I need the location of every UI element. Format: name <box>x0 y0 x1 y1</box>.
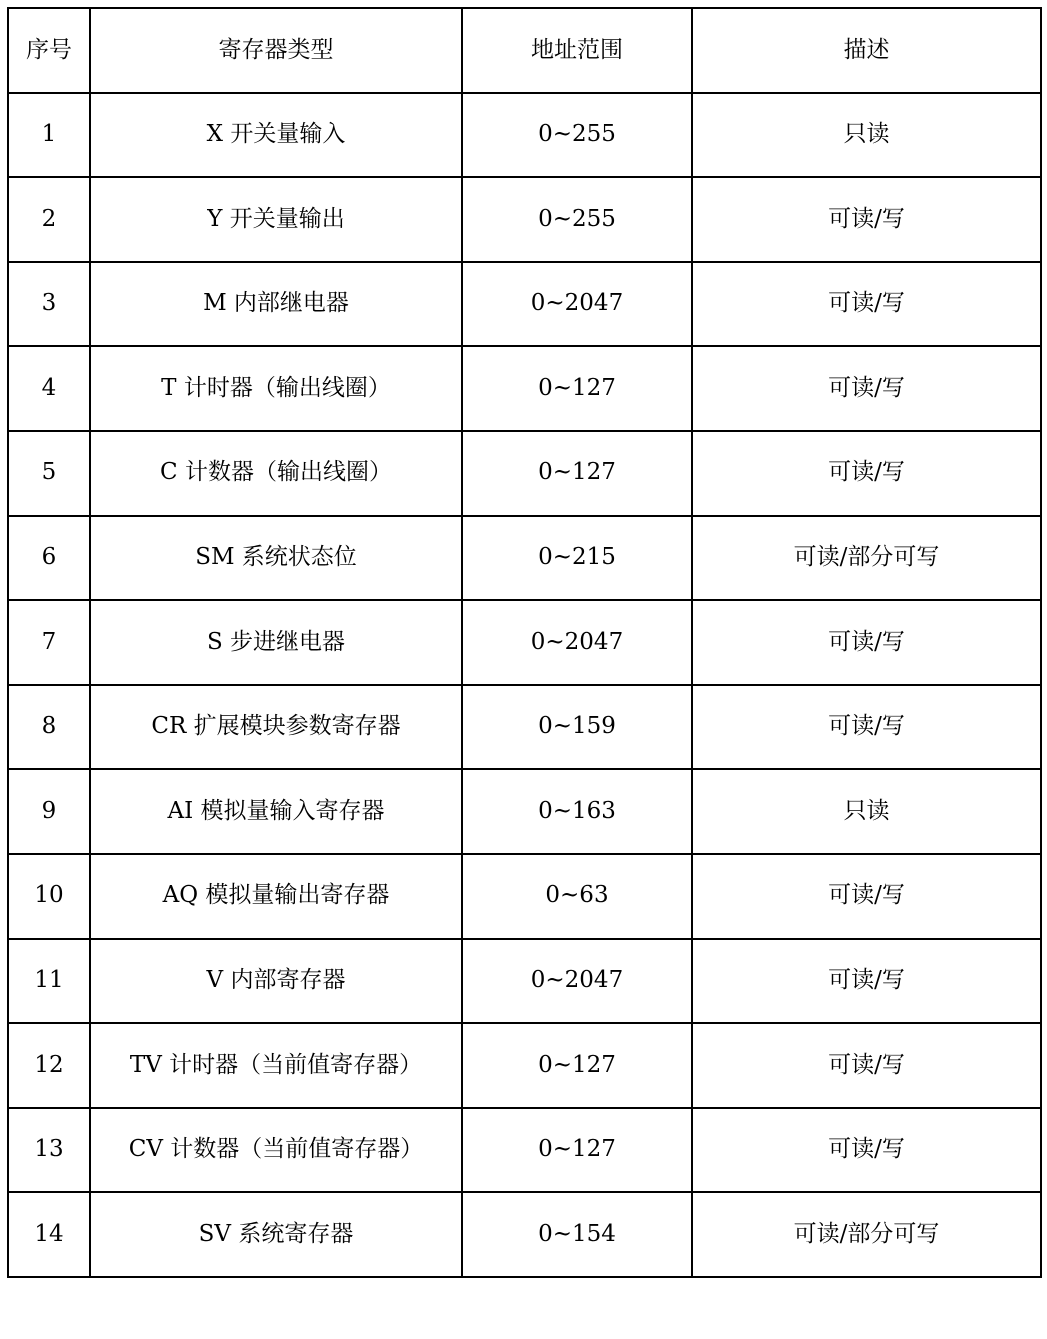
cell-description: 可读/写 <box>692 1108 1041 1193</box>
cell-index: 8 <box>8 685 90 770</box>
cell-type: SV 系统寄存器 <box>90 1192 462 1277</box>
header-address: 地址范围 <box>462 8 692 93</box>
cell-address: 0~159 <box>462 685 692 770</box>
cell-address: 0~255 <box>462 177 692 262</box>
cell-index: 7 <box>8 600 90 685</box>
cell-type: Y 开关量输出 <box>90 177 462 262</box>
cell-description: 可读/写 <box>692 177 1041 262</box>
cell-description: 可读/写 <box>692 262 1041 347</box>
cell-address: 0~163 <box>462 769 692 854</box>
cell-address: 0~63 <box>462 854 692 939</box>
table-row <box>8 1023 1041 1108</box>
register-table <box>7 7 1042 1278</box>
table-row <box>8 177 1041 262</box>
cell-type: AQ 模拟量输出寄存器 <box>90 854 462 939</box>
cell-index: 10 <box>8 854 90 939</box>
cell-type: AI 模拟量输入寄存器 <box>90 769 462 854</box>
cell-index: 11 <box>8 939 90 1024</box>
header-type: 寄存器类型 <box>90 8 462 93</box>
cell-description: 可读/写 <box>692 431 1041 516</box>
cell-description: 可读/写 <box>692 685 1041 770</box>
cell-index: 12 <box>8 1023 90 1108</box>
table-row <box>8 262 1041 347</box>
cell-index: 3 <box>8 262 90 347</box>
cell-index: 13 <box>8 1108 90 1193</box>
cell-type: CV 计数器（当前值寄存器） <box>90 1108 462 1193</box>
cell-address: 0~127 <box>462 1023 692 1108</box>
cell-address: 0~2047 <box>462 600 692 685</box>
cell-description: 可读/写 <box>692 1023 1041 1108</box>
cell-index: 14 <box>8 1192 90 1277</box>
cell-address: 0~127 <box>462 1108 692 1193</box>
table-row <box>8 516 1041 601</box>
cell-index: 5 <box>8 431 90 516</box>
cell-type: X 开关量输入 <box>90 93 462 178</box>
cell-address: 0~154 <box>462 1192 692 1277</box>
cell-type: SM 系统状态位 <box>90 516 462 601</box>
cell-description: 可读/部分可写 <box>692 516 1041 601</box>
cell-type: CR 扩展模块参数寄存器 <box>90 685 462 770</box>
table-row <box>8 685 1041 770</box>
cell-description: 可读/写 <box>692 346 1041 431</box>
cell-description: 可读/写 <box>692 939 1041 1024</box>
cell-address: 0~215 <box>462 516 692 601</box>
cell-description: 只读 <box>692 93 1041 178</box>
table-row <box>8 854 1041 939</box>
cell-type: S 步进继电器 <box>90 600 462 685</box>
table-row <box>8 769 1041 854</box>
cell-type: C 计数器（输出线圈） <box>90 431 462 516</box>
cell-address: 0~127 <box>462 346 692 431</box>
cell-address: 0~2047 <box>462 939 692 1024</box>
table-row <box>8 346 1041 431</box>
header-index: 序号 <box>8 8 90 93</box>
cell-description: 可读/部分可写 <box>692 1192 1041 1277</box>
cell-index: 2 <box>8 177 90 262</box>
cell-type: T 计时器（输出线圈） <box>90 346 462 431</box>
cell-index: 6 <box>8 516 90 601</box>
table-row <box>8 600 1041 685</box>
table-row <box>8 1192 1041 1277</box>
table-row <box>8 431 1041 516</box>
cell-index: 4 <box>8 346 90 431</box>
table-row <box>8 1108 1041 1193</box>
cell-address: 0~2047 <box>462 262 692 347</box>
cell-address: 0~255 <box>462 93 692 178</box>
cell-type: M 内部继电器 <box>90 262 462 347</box>
table-row <box>8 93 1041 178</box>
header-row <box>8 8 1041 93</box>
table-row <box>8 939 1041 1024</box>
cell-type: V 内部寄存器 <box>90 939 462 1024</box>
cell-description: 可读/写 <box>692 600 1041 685</box>
cell-description: 可读/写 <box>692 854 1041 939</box>
cell-index: 1 <box>8 93 90 178</box>
cell-address: 0~127 <box>462 431 692 516</box>
header-description: 描述 <box>692 8 1041 93</box>
cell-description: 只读 <box>692 769 1041 854</box>
cell-index: 9 <box>8 769 90 854</box>
cell-type: TV 计时器（当前值寄存器） <box>90 1023 462 1108</box>
